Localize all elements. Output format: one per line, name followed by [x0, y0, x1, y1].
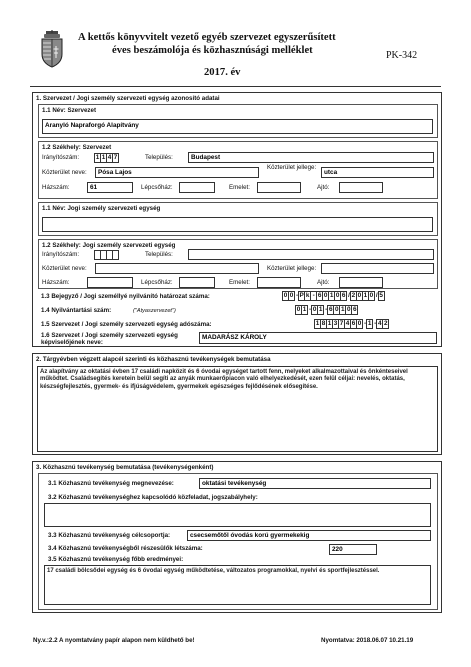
reg-char: 0 — [357, 292, 362, 299]
print-timestamp: Nyomtatva: 2018.06.07 10.21.19 — [321, 637, 414, 644]
reg-char: k — [305, 292, 310, 299]
org-name-value: Aranyló Napraforgó Alapítvány — [45, 122, 139, 129]
regno-char: 6 — [353, 306, 357, 313]
reg-char: 6 — [341, 292, 346, 299]
unit-street-type-field[interactable] — [321, 263, 434, 274]
regno-separator: - — [325, 306, 328, 313]
unit-name-label: 1.1 Név: Jogi személy szervezeti egység — [42, 205, 161, 212]
regno-char: 1 — [318, 306, 323, 313]
tax-digit: 7 — [339, 320, 344, 327]
form-year: 2017. év — [204, 67, 241, 78]
unit-street-name-label: Közterület neve: — [42, 265, 87, 272]
postal-code-field[interactable] — [95, 153, 119, 163]
registration-decision-field[interactable] — [283, 291, 385, 301]
representative-label: 1.6 Szervezet / Jogi személy szervezeti egység — [41, 332, 178, 339]
public-duty-label: 3.2 Közhasznú tevékenységhez kapcsolódó közfeladat, jogszabályhely: — [48, 494, 258, 501]
tax-digit: 1 — [327, 320, 332, 327]
reg-separator: - — [296, 292, 299, 299]
reg-char: 0 — [323, 292, 328, 299]
form-title-line1: A kettős könyvvitelt vezető egyéb szervezet egyszerűsített — [78, 32, 336, 43]
representative-value: MADARÁSZ KÁROLY — [202, 334, 267, 341]
registry-number-field[interactable] — [296, 305, 358, 315]
beneficiary-count-label: 3.4 Közhasznú tevékenységből részesülők létszáma: — [48, 545, 203, 552]
org-name-field[interactable] — [42, 119, 433, 134]
unit-floor-field[interactable] — [257, 277, 301, 288]
hungarian-coat-of-arms-icon — [38, 30, 66, 68]
postal-digit: 1 — [101, 154, 106, 161]
section-1-heading: 1. Szervezet / Jogi személy szervezeti egység azonosító adatai — [36, 95, 220, 102]
street-name-value: Pósa Lajos — [98, 169, 132, 176]
target-group-label: 3.3 Közhasznú tevékenység célcsoportja: — [48, 532, 171, 539]
postal-digit: 7 — [113, 154, 118, 161]
street-type-label: Közterület jellege: — [267, 164, 317, 171]
tax-number-field[interactable] — [315, 319, 389, 329]
org-seat-label: 1.2 Székhely: Szervezet — [42, 144, 112, 151]
public-duty-field[interactable] — [44, 503, 431, 527]
unit-postal-digit — [112, 250, 119, 260]
target-group-value: csecsemőtől óvodás korú gyermekekig — [190, 532, 310, 539]
unit-name-field[interactable] — [42, 217, 433, 232]
door-label: Ajtó: — [317, 184, 330, 191]
postal-label: Irányítószám: — [42, 154, 80, 161]
regno-separator: - — [309, 306, 312, 313]
header-rule — [30, 86, 441, 87]
activities-description-field[interactable] — [37, 366, 438, 452]
emblem — [38, 30, 66, 68]
tax-number-label: 1.5 Szervezet / Jogi személy szervezeti egység adószáma: — [41, 321, 212, 328]
section-1 — [32, 92, 442, 347]
reg-char: 6 — [317, 292, 322, 299]
unit-name-panel — [38, 202, 438, 236]
tax-separator: - — [374, 320, 377, 327]
unit-street-name-field[interactable] — [95, 263, 259, 274]
reg-char: 0 — [289, 292, 294, 299]
main-results-text: 17 családi bölcsődei egység és 6 óvodai egység működtetése, változatos programokkal, nyelvi és sportfejlesztéssel. — [47, 568, 380, 574]
regno-char: 0 — [347, 306, 351, 313]
reg-char: - — [310, 291, 317, 301]
representative-field[interactable] — [199, 332, 437, 344]
section-3-heading: 3. Közhasznú tevékenység bemutatása (tevékenységenként) — [36, 464, 214, 471]
registry-number-label: 1.4 Nyilvántartási szám: — [41, 307, 112, 314]
section-2-heading: 2. Tárgyévben végzett alapcél szerinti és közhasznú tevékenységek bemutatása — [36, 356, 271, 363]
unit-city-field[interactable] — [188, 249, 434, 260]
representative-label-line2: képviselőjének neve: — [41, 339, 103, 346]
form-title-line2: éves beszámolója és közhasznúsági melléklet — [112, 45, 313, 56]
unit-postal-label: Irányítószám: — [42, 251, 80, 258]
reg-char: 2 — [351, 292, 356, 299]
activity-name-label: 3.1 Közhasznú tevékenység megnevezése: — [48, 480, 174, 487]
street-name-label: Közterület neve: — [42, 169, 87, 176]
reg-char: 5 — [379, 292, 383, 299]
regno-char: 0 — [296, 306, 301, 313]
street-type-field[interactable] — [321, 167, 434, 178]
unit-door-label: Ajtó: — [317, 279, 330, 286]
reg-char: 1 — [329, 292, 334, 299]
org-name-label: 1.1 Név: Szervezet — [42, 107, 96, 114]
activities-description-text: Az alapítvány az oktatási évben 17 családi napközit és 6 óvodai egységet tartott fenn, melyeket alkalmazottaival és önkénteseivel működtet. Családsegítés keretein belül segíti az anyák munkaerőpiacon való elhelyezkedését, ezen felül céljai: nevelés, oktatás, készségfejlesztés, gyermek- és ifjúságvédelem, gyermekek egészséges fejlődésének elősegítése. — [40, 369, 408, 390]
tax-digit: 8 — [321, 320, 326, 327]
floor-field[interactable] — [257, 182, 301, 193]
regno-char: 6 — [329, 306, 333, 313]
street-name-field[interactable] — [95, 167, 259, 178]
public-benefit-activity-panel — [38, 473, 438, 610]
floor-label: Emelet: — [229, 184, 250, 191]
main-results-field[interactable] — [44, 565, 431, 605]
section-2 — [32, 353, 442, 455]
registry-number-note: ("Atyaszervezet") — [133, 308, 176, 314]
house-field[interactable] — [87, 182, 133, 193]
tax-digit: 1 — [315, 320, 320, 327]
unit-postal-code-field[interactable] — [95, 250, 119, 260]
tax-digit: 3 — [333, 320, 338, 327]
tax-digit: 4 — [345, 320, 350, 327]
stairs-field[interactable] — [179, 182, 215, 193]
tax-digit: 0 — [357, 320, 362, 327]
unit-stairs-field[interactable] — [179, 277, 215, 288]
unit-city-label: Település: — [145, 251, 173, 258]
city-label: Település: — [145, 154, 173, 161]
beneficiary-count-field[interactable] — [329, 544, 377, 555]
org-name-panel — [38, 104, 438, 138]
unit-seat-panel — [38, 239, 438, 289]
unit-seat-label: 1.2 Székhely: Jogi személy szervezeti egység — [42, 242, 176, 249]
unit-house-field[interactable] — [87, 277, 133, 288]
regno-char: 1 — [341, 306, 345, 313]
street-type-value: utca — [324, 169, 338, 176]
tax-digit: 4 — [378, 320, 382, 327]
postal-digit: 1 — [95, 154, 100, 161]
stairs-label: Lépcsőház: — [141, 184, 173, 191]
regno-char: 0 — [312, 306, 317, 313]
city-value: Budapest — [191, 154, 221, 161]
form-code: PK-342 — [386, 50, 418, 61]
main-results-label: 3.5 Közhasznú tevékenység főbb eredményei: — [48, 556, 184, 563]
regno-char: 1 — [302, 306, 307, 313]
house-value: 61 — [90, 184, 98, 191]
reg-char: 0 — [283, 292, 288, 299]
activity-name-field[interactable] — [199, 478, 431, 489]
tax-separator: - — [364, 320, 367, 327]
postal-digit: 4 — [107, 154, 112, 161]
beneficiary-count-value: 220 — [332, 546, 343, 553]
registration-decision-label: 1.3 Bejegyző / Jogi személlyé nyilvánító határozat száma: — [41, 293, 210, 300]
reg-char: 0 — [335, 292, 340, 299]
door-field[interactable] — [339, 182, 383, 193]
regno-char: 0 — [335, 306, 339, 313]
target-group-field[interactable] — [187, 530, 431, 541]
unit-stairs-label: Lépcsőház: — [141, 279, 173, 286]
city-field[interactable] — [188, 152, 434, 163]
section-3 — [32, 461, 442, 613]
tax-digit: 2 — [384, 320, 388, 327]
footer-note: Ny.v.:2.2 A nyomtatvány papír alapon nem küldhető be! — [33, 637, 195, 644]
activity-name-value: oktatási tevékenység — [202, 480, 267, 487]
unit-floor-label: Emelet: — [229, 279, 250, 286]
unit-street-type-label: Közterület jellege: — [267, 265, 317, 272]
unit-door-field[interactable] — [339, 277, 383, 288]
reg-char: 0 — [369, 292, 374, 299]
tax-digit: 6 — [351, 320, 356, 327]
reg-char: 1 — [363, 292, 368, 299]
unit-house-label: Házszám: — [42, 279, 70, 286]
house-label: Házszám: — [42, 184, 70, 191]
reg-char: P — [299, 292, 304, 299]
org-seat-panel — [38, 141, 438, 199]
tax-digit: 1 — [367, 320, 372, 327]
